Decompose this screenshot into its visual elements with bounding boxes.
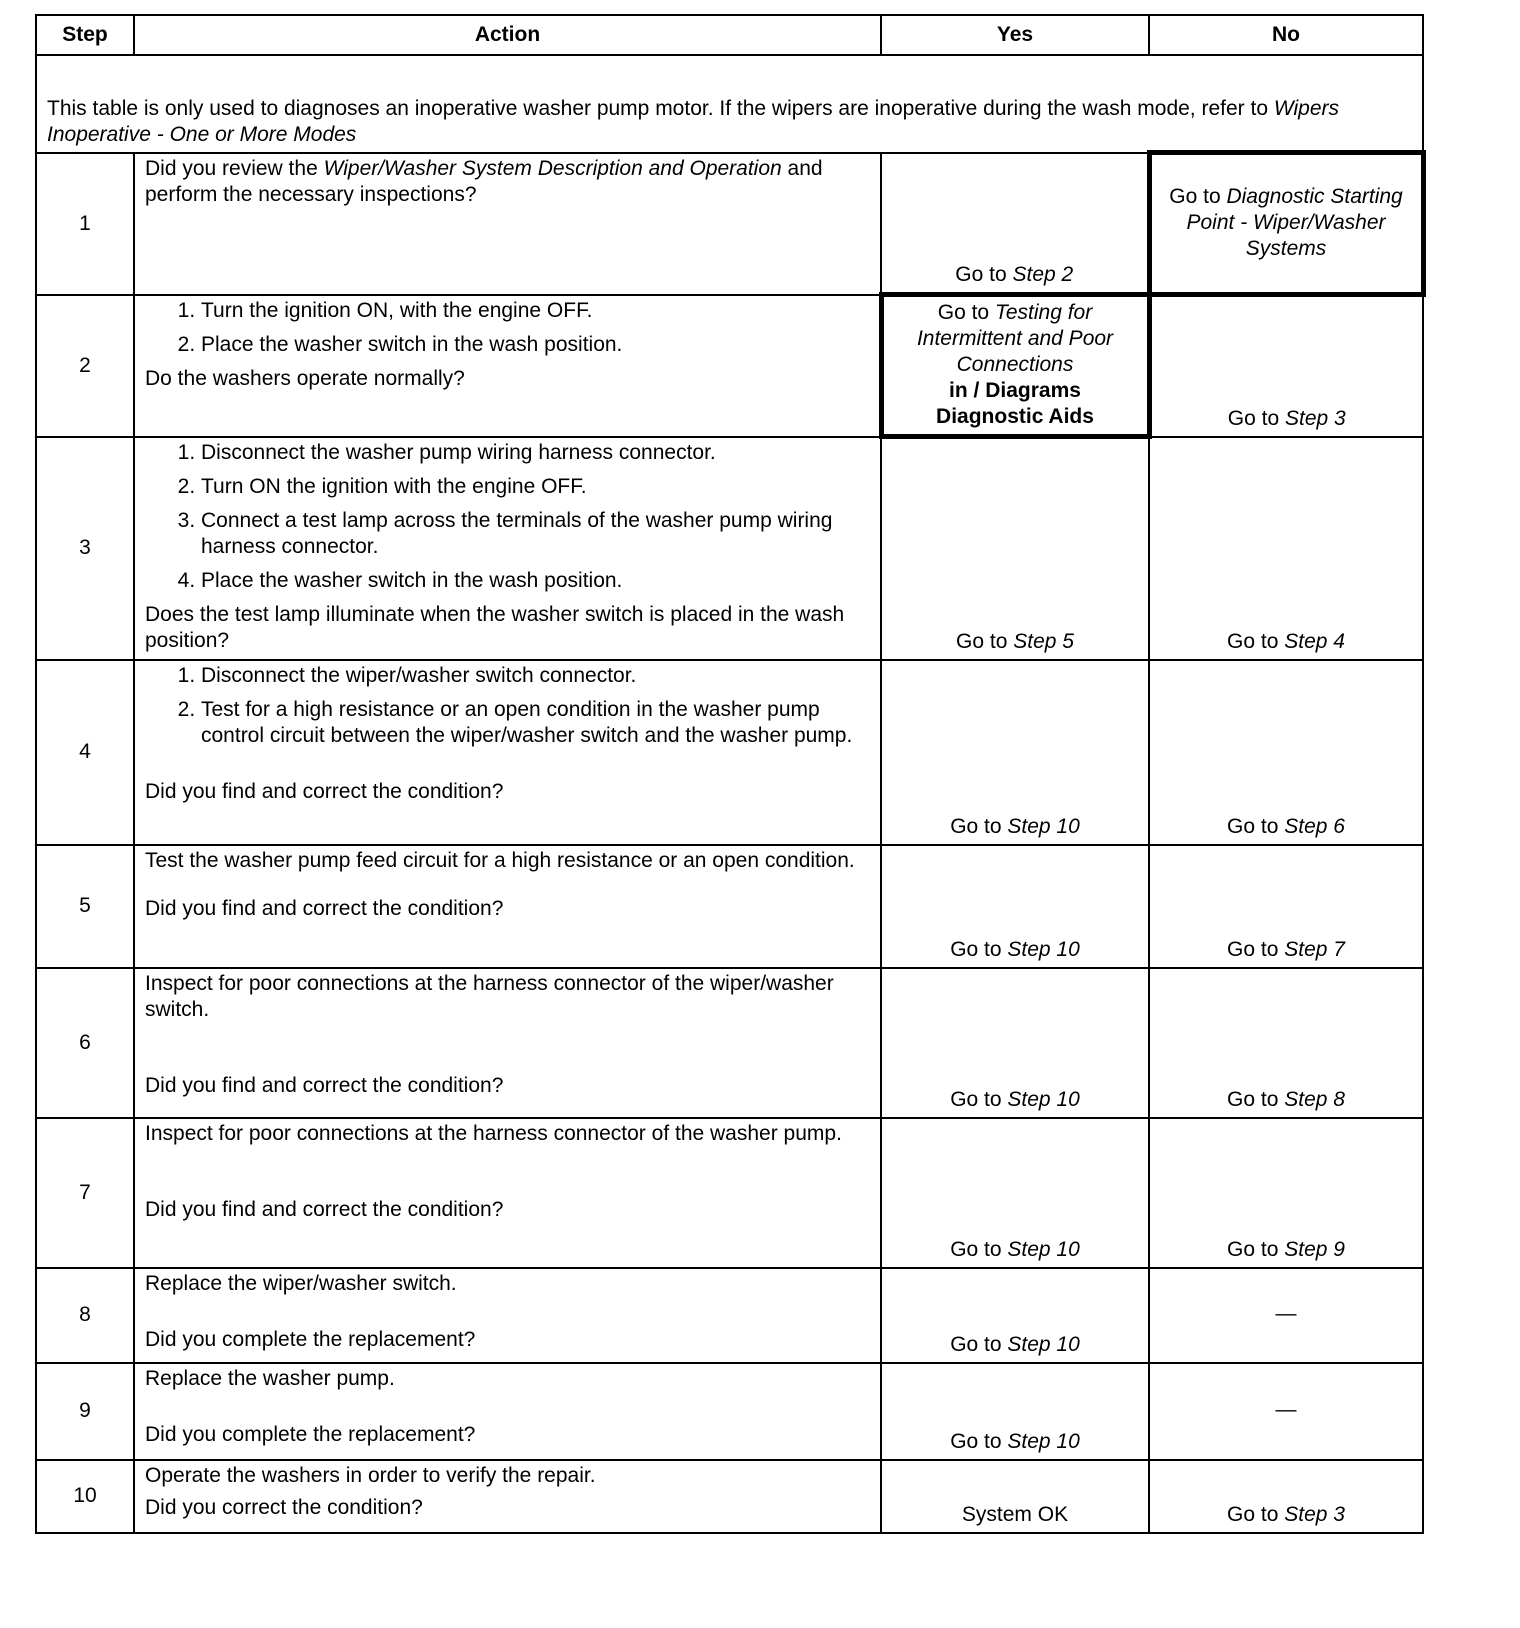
step-link[interactable]: Step 7 <box>1284 937 1345 961</box>
action-question: Did you find and correct the condition? <box>145 896 504 920</box>
action-cell <box>134 295 881 437</box>
no-cell: Go to Step 4 <box>1149 437 1423 660</box>
action-cell <box>134 1363 881 1460</box>
no-cell: Go to Step 7 <box>1149 845 1423 968</box>
step-link[interactable]: Step 8 <box>1284 1087 1345 1111</box>
step-link[interactable]: Step 10 <box>1007 1429 1080 1453</box>
action-question: Did you find and correct the condition? <box>145 779 504 803</box>
step-number: 6 <box>36 968 134 1118</box>
intro-link[interactable]: Wipers Inoperative - One or More Modes <box>47 97 1339 146</box>
action-question: Did you correct the condition? <box>145 1495 423 1519</box>
step-link[interactable]: Step 2 <box>1012 263 1074 286</box>
action-cell <box>134 437 881 660</box>
no-cell: Go to Step 3 <box>1149 295 1423 437</box>
yes-cell: Go to Step 10 <box>881 1118 1149 1268</box>
yes-cell: Go to Step 10 <box>881 660 1149 845</box>
table-row <box>36 295 1423 437</box>
yes-cell: System OK <box>881 1460 1149 1533</box>
no-cell: — <box>1149 1268 1423 1363</box>
table-row <box>36 968 1423 1118</box>
table-row <box>36 153 1423 295</box>
action-question: Did you complete the replacement? <box>145 1327 476 1351</box>
action-text: Replace the wiper/washer switch. <box>145 1271 457 1295</box>
action-question: Do the washers operate normally? <box>145 366 465 390</box>
step-number: 5 <box>36 845 134 968</box>
step-number: 9 <box>36 1363 134 1460</box>
table-row <box>36 1118 1423 1268</box>
action-cell <box>134 968 881 1118</box>
yes-cell: Go to Step 10 <box>881 1268 1149 1363</box>
table-row <box>36 845 1423 968</box>
action-text: Inspect for poor connections at the harness connector of the washer pump. <box>145 1121 842 1145</box>
step-number: 3 <box>36 437 134 660</box>
step-link[interactable]: Step 4 <box>1284 629 1345 653</box>
action-item: 1. Disconnect the washer pump wiring harness connector. <box>201 440 870 466</box>
no-cell: Go to Step 9 <box>1149 1118 1423 1268</box>
step-number: 2 <box>36 295 134 437</box>
step-number: 7 <box>36 1118 134 1268</box>
action-question: Does the test lamp illuminate when the washer switch is placed in the wash position? <box>145 602 845 652</box>
step-link[interactable]: Step 10 <box>1007 1237 1080 1261</box>
step-link[interactable]: Step 10 <box>1007 1332 1080 1356</box>
action-item: 2. Turn ON the ignition with the engine OFF. <box>201 474 870 500</box>
action-question: Did you find and correct the condition? <box>145 1073 504 1097</box>
doc-link[interactable]: Diagnostic Starting Point - Wiper/Washer Systems <box>1186 184 1403 260</box>
action-item: 2. Place the washer switch in the wash position. <box>201 332 869 358</box>
header-no: No <box>1149 15 1423 55</box>
no-cell: — <box>1149 1363 1423 1460</box>
action-text: Replace the washer pump. <box>145 1366 395 1390</box>
header-step: Step <box>36 15 134 55</box>
action-question: Did you find and correct the condition? <box>145 1197 504 1221</box>
action-question: Did you complete the replacement? <box>145 1422 476 1446</box>
step-link[interactable]: Step 9 <box>1284 1237 1345 1261</box>
table-row <box>36 660 1423 845</box>
action-text: Operate the washers in order to verify the repair. <box>145 1463 596 1487</box>
table-row <box>36 437 1423 660</box>
yes-cell: Go to Step 2 <box>881 153 1149 295</box>
action-text: Inspect for poor connections at the harness connector of the wiper/washer switch. <box>145 971 834 1021</box>
step-link[interactable]: Step 6 <box>1284 814 1345 838</box>
step-link[interactable]: Step 5 <box>1013 629 1074 653</box>
step-number: 8 <box>36 1268 134 1363</box>
step-link[interactable]: Step 10 <box>1007 814 1080 838</box>
step-link[interactable]: Step 3 <box>1284 1502 1345 1526</box>
table-row <box>36 1363 1423 1460</box>
diagnostic-table <box>35 14 1426 1534</box>
action-item: 1. Disconnect the wiper/washer switch connector. <box>201 663 870 689</box>
header-yes: Yes <box>881 15 1149 55</box>
no-cell: Go to Diagnostic Starting Point - Wiper/Washer Systems <box>1149 153 1423 295</box>
no-cell: Go to Step 6 <box>1149 660 1423 845</box>
step-number: 4 <box>36 660 134 845</box>
action-item: 1. Turn the ignition ON, with the engine OFF. <box>201 298 869 324</box>
step-link[interactable]: Step 10 <box>1007 1087 1080 1111</box>
action-cell <box>134 845 881 968</box>
yes-cell: Go to Step 10 <box>881 968 1149 1118</box>
action-item: 2. Test for a high resistance or an open condition in the washer pump control circuit between the wiper/washer switch and the washer pump. <box>201 697 870 749</box>
intro-row <box>36 55 1423 153</box>
step-link[interactable]: Step 10 <box>1007 937 1080 961</box>
action-cell <box>134 1268 881 1363</box>
step-link[interactable]: Step 3 <box>1284 406 1346 430</box>
header-row <box>36 15 1423 55</box>
header-action: Action <box>134 15 881 55</box>
action-text: Test the washer pump feed circuit for a high resistance or an open condition. <box>145 848 855 872</box>
doc-link[interactable]: Testing for Intermittent and Poor Connections <box>916 301 1114 376</box>
yes-cell: Go to Testing for Intermittent and Poor Connections in / Diagrams Diagnostic Aids <box>881 295 1149 437</box>
step-number: 10 <box>36 1460 134 1533</box>
action-cell <box>134 660 881 845</box>
doc-link[interactable]: Wiper/Washer System Description and Operation <box>323 156 782 180</box>
yes-cell: Go to Step 5 <box>881 437 1149 660</box>
action-cell: Did you review the Wiper/Washer System Description and Operation and perform the necessary inspections? <box>134 153 881 295</box>
yes-cell: Go to Step 10 <box>881 1363 1149 1460</box>
action-item: 4. Place the washer switch in the wash position. <box>201 568 870 594</box>
no-cell: Go to Step 8 <box>1149 968 1423 1118</box>
table-row <box>36 1268 1423 1363</box>
action-cell <box>134 1118 881 1268</box>
table-row <box>36 1460 1423 1533</box>
yes-cell: Go to Step 10 <box>881 845 1149 968</box>
intro-note: This table is only used to diagnoses an inoperative washer pump motor. If the wipers are inoperative during the wash mode, refer to Wipers Inoperative - One or More Modes <box>36 55 1423 153</box>
action-item: 3. Connect a test lamp across the terminals of the washer pump wiring harness connector. <box>201 508 870 560</box>
step-number: 1 <box>36 153 134 295</box>
action-cell <box>134 1460 881 1533</box>
no-cell: Go to Step 3 <box>1149 1460 1423 1533</box>
